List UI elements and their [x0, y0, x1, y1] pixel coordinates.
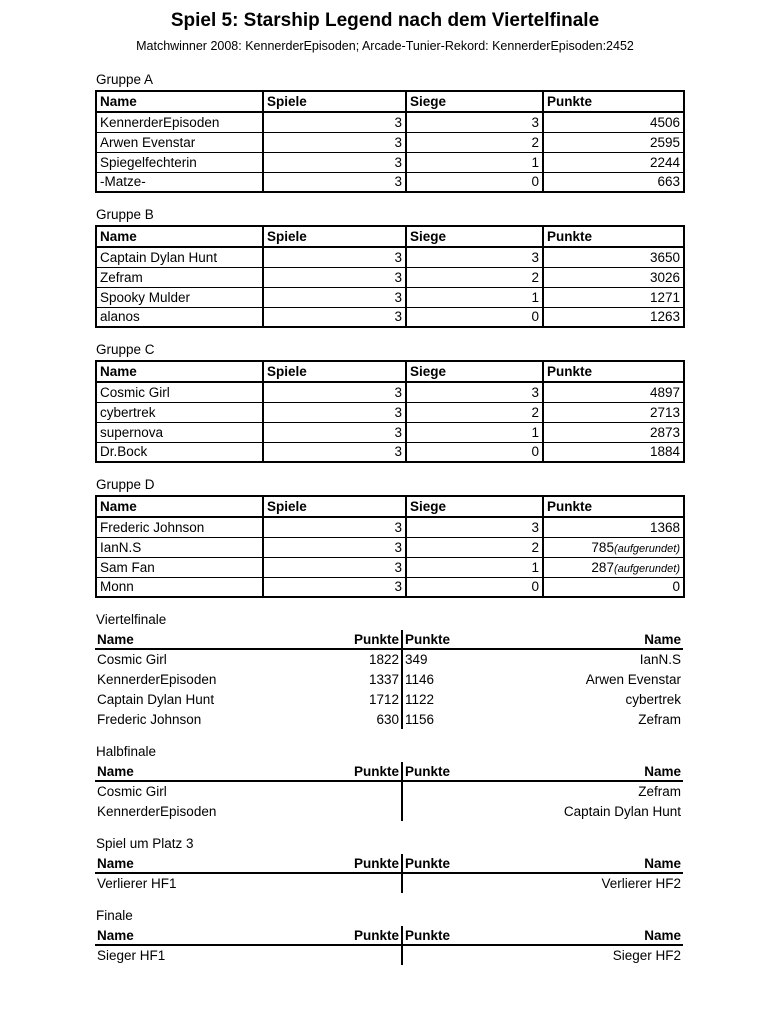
- table-header-row: [95, 926, 683, 945]
- player-name: Zefram: [96, 267, 263, 287]
- spiele-value: 3: [263, 307, 406, 327]
- spiele-value: 3: [263, 442, 406, 462]
- table-header-row: [95, 630, 683, 649]
- punkte-cell: [543, 577, 684, 597]
- player-name-right: Zefram: [638, 711, 681, 727]
- column-header-punkte-right: Punkte: [402, 854, 487, 873]
- group-table-c: [95, 360, 685, 463]
- player-name: alanos: [96, 307, 263, 327]
- siege-value: 3: [406, 112, 543, 132]
- siege-value: 0: [406, 307, 543, 327]
- column-header-name: Name: [96, 226, 263, 247]
- column-header-punkte-left: Punkte: [300, 926, 402, 945]
- column-header-name-right: Name: [487, 926, 683, 945]
- punkte-right: [402, 873, 487, 893]
- punkte-cell: [543, 307, 684, 327]
- group-label-d: Gruppe D: [96, 477, 155, 492]
- page-title: Spiel 5: Starship Legend nach dem Viertelfinale: [170, 10, 600, 31]
- punkte-cell: [543, 382, 684, 402]
- player-name: supernova: [96, 422, 263, 442]
- match-row: [95, 709, 683, 729]
- player-name-left: Cosmic Girl: [97, 652, 167, 667]
- column-header-punkte: Punkte: [543, 361, 684, 382]
- player-name: Arwen Evenstar: [96, 132, 263, 152]
- spiele-value: 3: [263, 382, 406, 402]
- column-header-name-left: Name: [95, 762, 300, 781]
- punkte-note: (aufgerundet): [613, 562, 680, 575]
- player-name-left: KennerderEpisoden: [97, 671, 217, 687]
- siege-value: 3: [406, 382, 543, 402]
- table-row: [96, 112, 684, 132]
- column-header-siege: Siege: [406, 91, 543, 112]
- table-row: [96, 537, 684, 557]
- match-row: [95, 873, 683, 893]
- player-name: Monn: [96, 577, 263, 597]
- column-header-name-left: Name: [95, 926, 300, 945]
- group-section-b: [95, 207, 683, 328]
- column-header-name: Name: [96, 361, 263, 382]
- player-name-right: Sieger HF2: [612, 948, 681, 963]
- spiele-value: 3: [263, 577, 406, 597]
- column-header-spiele: Spiele: [263, 91, 406, 112]
- column-header-punkte-left: Punkte: [300, 630, 402, 649]
- match-row: [95, 689, 683, 709]
- match-row: [95, 801, 683, 821]
- punkte-value: 1271: [649, 289, 680, 305]
- table-row: [96, 132, 684, 152]
- player-name-left: Sieger HF1: [97, 948, 166, 963]
- page-subtitle: Matchwinner 2008: KennerderEpisoden; Arcade-Tunier-Rekord: KennerderEpisoden:2452: [136, 39, 634, 53]
- player-name-right: Captain Dylan Hunt: [563, 803, 681, 819]
- punkte-left: [300, 801, 402, 821]
- punkte-right: [402, 801, 487, 821]
- bracket-label-finale: Finale: [96, 908, 133, 923]
- spiele-value: 3: [263, 422, 406, 442]
- group-label-a: Gruppe A: [96, 72, 154, 87]
- spiele-value: 3: [263, 402, 406, 422]
- punkte-value: 287: [591, 559, 614, 575]
- table-header-row: [95, 854, 683, 873]
- column-header-spiele: Spiele: [263, 361, 406, 382]
- punkte-right: 1122: [405, 691, 435, 707]
- table-row: [96, 172, 684, 192]
- table-row: [96, 382, 684, 402]
- siege-value: 0: [406, 172, 543, 192]
- player-name-right: Arwen Evenstar: [585, 671, 681, 687]
- column-header-spiele: Spiele: [263, 496, 406, 517]
- column-header-punkte-right: Punkte: [402, 630, 487, 649]
- table-row: [96, 247, 684, 267]
- table-row: [96, 267, 684, 287]
- column-header-siege: Siege: [406, 361, 543, 382]
- spiele-value: 3: [263, 132, 406, 152]
- spiele-value: 3: [263, 287, 406, 307]
- player-name-left: Verlierer HF1: [97, 876, 177, 891]
- spiele-value: 3: [263, 112, 406, 132]
- player-name: Cosmic Girl: [96, 382, 263, 402]
- punkte-left: [300, 873, 402, 893]
- punkte-value: 3026: [649, 269, 680, 285]
- punkte-value: 1884: [649, 444, 680, 460]
- column-header-name-left: Name: [95, 630, 300, 649]
- punkte-right: [402, 945, 487, 965]
- match-row: [95, 669, 683, 689]
- punkte-cell: [543, 287, 684, 307]
- report-body: [95, 72, 683, 965]
- punkte-value: 785: [591, 539, 614, 555]
- punkte-left: 630: [300, 709, 402, 729]
- punkte-cell: [543, 537, 684, 557]
- player-name: cybertrek: [96, 402, 263, 422]
- bracket-label-halbfinale: Halbfinale: [96, 744, 157, 759]
- punkte-left: 1822: [300, 649, 402, 669]
- siege-value: 1: [406, 287, 543, 307]
- match-row: [95, 945, 683, 965]
- punkte-right: 349: [405, 652, 428, 667]
- punkte-value: 4506: [649, 114, 680, 130]
- siege-value: 1: [406, 152, 543, 172]
- player-name-left: Cosmic Girl: [97, 784, 167, 799]
- punkte-left: [300, 781, 402, 801]
- table-row: [96, 287, 684, 307]
- punkte-cell: [543, 152, 684, 172]
- column-header-name-left: Name: [95, 854, 300, 873]
- group-label-c: Gruppe C: [96, 342, 155, 357]
- punkte-value: 2595: [649, 134, 680, 150]
- column-header-name: Name: [96, 496, 263, 517]
- spiele-value: 3: [263, 557, 406, 577]
- group-table-b: [95, 225, 685, 328]
- player-name: Captain Dylan Hunt: [96, 247, 263, 267]
- punkte-cell: [543, 112, 684, 132]
- bracket-table-platz3: [95, 854, 683, 893]
- siege-value: 3: [406, 247, 543, 267]
- player-name: Dr.Bock: [96, 442, 263, 462]
- column-header-name-right: Name: [487, 630, 683, 649]
- column-header-punkte-right: Punkte: [402, 926, 487, 945]
- siege-value: 2: [406, 537, 543, 557]
- spiele-value: 3: [263, 537, 406, 557]
- punkte-cell: [543, 442, 684, 462]
- siege-value: 2: [406, 132, 543, 152]
- tournament-report: [0, 10, 770, 965]
- table-row: [96, 577, 684, 597]
- punkte-value: 1368: [649, 519, 680, 535]
- punkte-right: 1146: [405, 671, 435, 687]
- player-name-left: Frederic Johnson: [97, 711, 202, 727]
- group-label-b: Gruppe B: [96, 207, 154, 222]
- group-section-d: [95, 477, 683, 598]
- player-name: -Matze-: [96, 172, 263, 192]
- player-name-right: cybertrek: [625, 691, 681, 707]
- siege-value: 2: [406, 267, 543, 287]
- player-name: Spooky Mulder: [96, 287, 263, 307]
- player-name-right: Verlierer HF2: [601, 876, 681, 891]
- column-header-name-right: Name: [487, 762, 683, 781]
- table-row: [96, 307, 684, 327]
- table-header-row: [96, 496, 684, 517]
- bracket-section-finale: [95, 908, 683, 965]
- column-header-siege: Siege: [406, 496, 543, 517]
- table-row: [96, 422, 684, 442]
- bracket-table-halbfinale: [95, 762, 683, 821]
- siege-value: 0: [406, 577, 543, 597]
- table-row: [96, 442, 684, 462]
- table-row: [96, 402, 684, 422]
- table-header-row: [96, 226, 684, 247]
- punkte-value: 2244: [649, 154, 680, 170]
- punkte-cell: [543, 267, 684, 287]
- punkte-value: 0: [672, 579, 680, 595]
- punkte-value: 663: [657, 174, 680, 190]
- column-header-punkte-right: Punkte: [402, 762, 487, 781]
- spiele-value: 3: [263, 267, 406, 287]
- siege-value: 1: [406, 422, 543, 442]
- bracket-label-platz3: Spiel um Platz 3: [96, 836, 194, 851]
- table-header-row: [96, 361, 684, 382]
- punkte-cell: [543, 557, 684, 577]
- bracket-table-finale: [95, 926, 683, 965]
- punkte-value: 4897: [649, 384, 680, 400]
- bracket-label-viertelfinale: Viertelfinale: [96, 612, 167, 627]
- column-header-name: Name: [96, 91, 263, 112]
- punkte-cell: [543, 517, 684, 537]
- siege-value: 3: [406, 517, 543, 537]
- table-header-row: [96, 91, 684, 112]
- punkte-cell: [543, 422, 684, 442]
- column-header-punkte: Punkte: [543, 496, 684, 517]
- match-row: [95, 781, 683, 801]
- group-section-a: [95, 72, 683, 193]
- column-header-punkte-left: Punkte: [300, 854, 402, 873]
- column-header-punkte: Punkte: [543, 226, 684, 247]
- spiele-value: 3: [263, 152, 406, 172]
- bracket-section-viertelfinale: [95, 612, 683, 729]
- punkte-right: [402, 781, 487, 801]
- player-name-left: Captain Dylan Hunt: [97, 691, 215, 707]
- punkte-cell: [543, 132, 684, 152]
- spiele-value: 3: [263, 172, 406, 192]
- player-name: KennerderEpisoden: [96, 112, 263, 132]
- group-table-a: [95, 90, 685, 193]
- table-row: [96, 152, 684, 172]
- punkte-left: 1712: [300, 689, 402, 709]
- column-header-spiele: Spiele: [263, 226, 406, 247]
- column-header-punkte: Punkte: [543, 91, 684, 112]
- spiele-value: 3: [263, 247, 406, 267]
- player-name-left: KennerderEpisoden: [97, 803, 217, 819]
- player-name-right: Zefram: [638, 784, 681, 799]
- punkte-left: 1337: [300, 669, 402, 689]
- punkte-right: 1156: [405, 711, 435, 727]
- column-header-name-right: Name: [487, 854, 683, 873]
- column-header-siege: Siege: [406, 226, 543, 247]
- group-section-c: [95, 342, 683, 463]
- player-name: Sam Fan: [96, 557, 263, 577]
- punkte-value: 1263: [649, 309, 680, 325]
- spiele-value: 3: [263, 517, 406, 537]
- punkte-value: 2873: [649, 424, 680, 440]
- player-name: IanN.S: [96, 537, 263, 557]
- punkte-cell: [543, 172, 684, 192]
- siege-value: 0: [406, 442, 543, 462]
- siege-value: 1: [406, 557, 543, 577]
- player-name-right: IanN.S: [639, 652, 681, 667]
- table-row: [96, 557, 684, 577]
- siege-value: 2: [406, 402, 543, 422]
- punkte-note: (aufgerundet): [613, 542, 680, 555]
- bracket-section-platz3: [95, 836, 683, 893]
- player-name: Frederic Johnson: [96, 517, 263, 537]
- table-row: [96, 517, 684, 537]
- punkte-cell: [543, 247, 684, 267]
- player-name: Spiegelfechterin: [96, 152, 263, 172]
- punkte-value: 3650: [649, 249, 680, 265]
- table-header-row: [95, 762, 683, 781]
- bracket-section-halbfinale: [95, 744, 683, 821]
- punkte-value: 2713: [649, 404, 680, 420]
- bracket-table-viertelfinale: [95, 630, 683, 729]
- punkte-left: [300, 945, 402, 965]
- group-table-d: [95, 495, 685, 598]
- punkte-cell: [543, 402, 684, 422]
- column-header-punkte-left: Punkte: [300, 762, 402, 781]
- match-row: [95, 649, 683, 669]
